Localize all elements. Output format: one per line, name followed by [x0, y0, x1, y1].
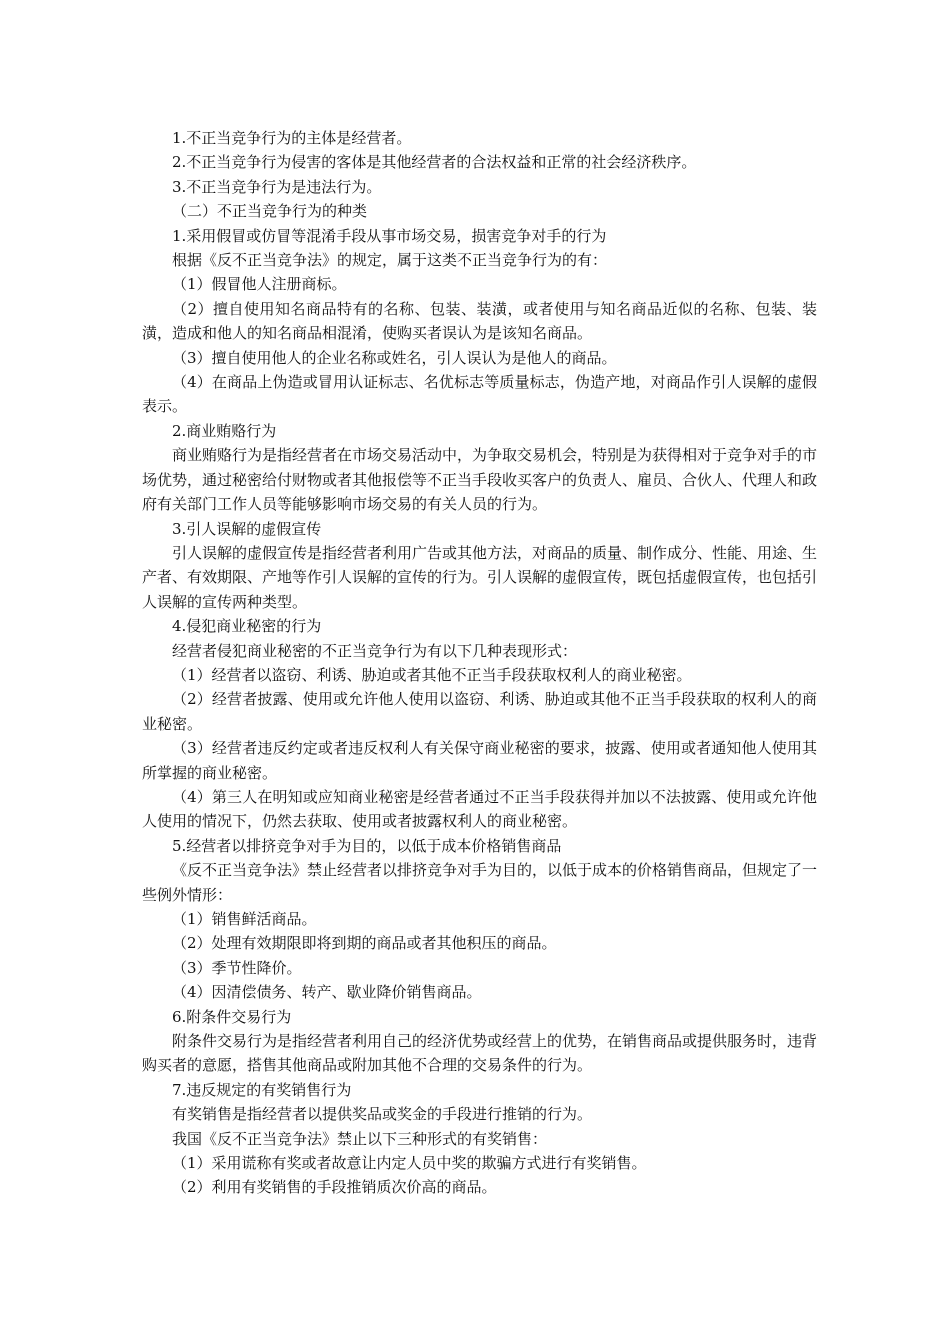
subheading: 5.经营者以排挤竞争对手为目的，以低于成本价格销售商品: [172, 836, 562, 855]
list-item: （3）季节性降价。: [172, 958, 302, 977]
list-item: （1）采用谎称有奖或者故意让内定人员中奖的欺骗方式进行有奖销售。: [172, 1154, 647, 1173]
list-item: （3）擅自使用他人的企业名称或姓名，引人误认为是他人的商品。: [172, 348, 617, 367]
subheading: 3.引人误解的虚假宣传: [172, 519, 322, 538]
subheading: 7.违反规定的有奖销售行为: [172, 1080, 352, 1099]
list-item: （3）经营者违反约定或者违反权利人有关保守商业秘密的要求，披露、使用或者通知他人使用其所掌握的商业秘密。: [142, 739, 817, 782]
paragraph: 根据《反不正当竞争法》的规定，属于这类不正当竞争行为的有：: [172, 251, 608, 270]
list-item: （2）擅自使用知名商品特有的名称、包装、装潢，或者使用与知名商品近似的名称、包装、装潢，造成和他人的知名商品相混淆，使购买者误认为是该知名商品。: [142, 299, 817, 343]
list-item: （1）假冒他人注册商标。: [172, 275, 347, 294]
section-heading: （二）不正当竞争行为的种类: [172, 202, 368, 221]
subheading: 6.附条件交易行为: [172, 1007, 292, 1026]
paragraph: 有奖销售是指经营者以提供奖品或奖金的手段进行推销的行为。: [172, 1105, 593, 1124]
list-item: （1）经营者以盗窃、利诱、胁迫或者其他不正当手段获取权利人的商业秘密。: [172, 665, 692, 684]
list-item: （2）处理有效期限即将到期的商品或者其他积压的商品。: [172, 934, 557, 953]
paragraph: 引人误解的虚假宣传是指经营者利用广告或其他方法，对商品的质量、制作成分、性能、用途、生产者、有效期限、产地等作引人误解的宣传的行为。引人误解的虚假宣传，既包括虚假宣传，也包括引人误解的宣传两种类型。: [142, 543, 818, 611]
list-item: （1）销售鲜活商品。: [172, 910, 317, 928]
paragraph: 1.不正当竞争行为的主体是经营者。: [172, 129, 412, 147]
paragraph: 我国《反不正当竞争法》禁止以下三种形式的有奖销售：: [172, 1129, 548, 1148]
subheading: 2.商业贿赂行为: [172, 421, 277, 440]
list-item: （2）利用有奖销售的手段推销质次价高的商品。: [172, 1178, 497, 1197]
list-item: （2）经营者披露、使用或允许他人使用以盗窃、利诱、胁迫或其他不正当手段获取的权利人的商业秘密。: [142, 690, 817, 733]
paragraph: 《反不正当竞争法》禁止经营者以排挤竞争对手为目的，以低于成本的价格销售商品，但规定了一些例外情形：: [142, 861, 818, 904]
paragraph: 附条件交易行为是指经营者利用自己的经济优势或经营上的优势，在销售商品或提供服务时，违背购买者的意愿，搭售其他商品或附加其他不合理的交易条件的行为。: [142, 1032, 818, 1075]
paragraph: 经营者侵犯商业秘密的不正当竞争行为有以下几种表现形式：: [172, 641, 578, 660]
paragraph: 3.不正当竞争行为是违法行为。: [172, 177, 382, 196]
paragraph: 商业贿赂行为是指经营者在市场交易活动中，为争取交易机会，特别是为获得相对于竞争对手的市场优势，通过秘密给付财物或者其他报偿等不正当手段收买客户的负责人、雇员、合伙人、代理人和政府有关部门工作人员等能够影响市场交易的有关人员的行为。: [142, 446, 818, 514]
list-item: （4）因清偿债务、转产、歇业降价销售商品。: [172, 983, 482, 1002]
paragraph: 2.不正当竞争行为侵害的客体是其他经营者的合法权益和正常的社会经济秩序。: [172, 153, 697, 172]
list-item: （4）在商品上伪造或冒用认证标志、名优标志等质量标志，伪造产地，对商品作引人误解的虚假表示。: [142, 373, 817, 416]
subheading: 4.侵犯商业秘密的行为: [172, 617, 322, 636]
list-item: （4）第三人在明知或应知商业秘密是经营者通过不正当手段获得并加以不法披露、使用或允许他人使用的情况下，仍然去获取、使用或者披露权利人的商业秘密。: [142, 787, 817, 831]
subheading: 1.采用假冒或仿冒等混淆手段从事市场交易，损害竞争对手的行为: [172, 226, 607, 245]
document-body: [142, 126, 817, 1200]
